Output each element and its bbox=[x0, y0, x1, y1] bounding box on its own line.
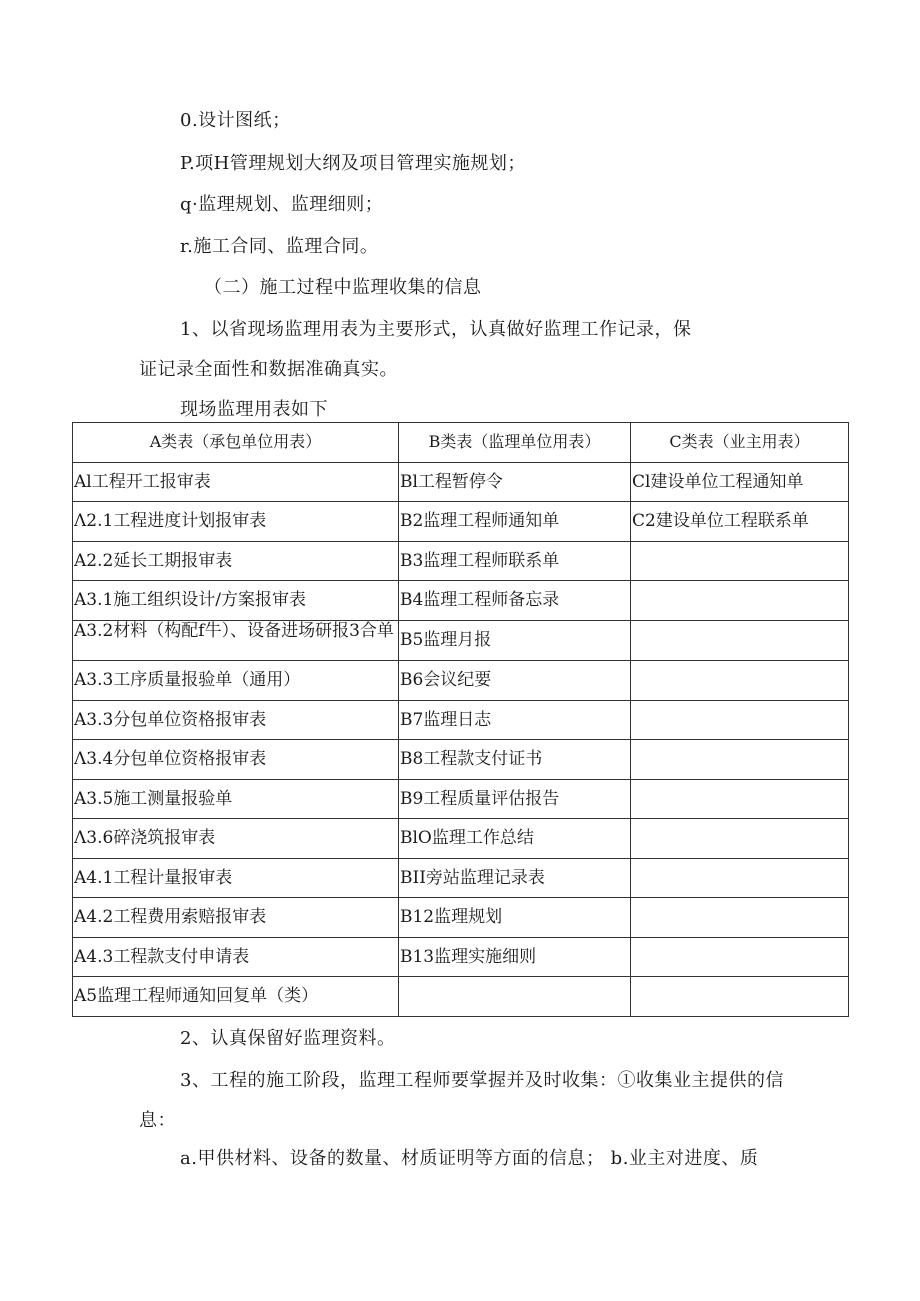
table-row bbox=[73, 858, 849, 898]
table-cell: B9工程质量评估报告 bbox=[399, 779, 631, 819]
table-cell: BII旁站监理记录表 bbox=[399, 858, 631, 898]
table-row bbox=[73, 779, 849, 819]
table-cell bbox=[631, 779, 849, 819]
header-a: A类表（承包单位用表） bbox=[73, 423, 399, 463]
table-cell: C2建设单位工程联系单 bbox=[631, 502, 849, 542]
table-cell: A4.2工程费用索赔报审表 bbox=[73, 898, 399, 938]
table-row bbox=[73, 581, 849, 621]
table-row bbox=[73, 977, 849, 1017]
table-cell: Λ3.6碎浇筑报审表 bbox=[73, 819, 399, 859]
table-cell: B2监理工程师通知单 bbox=[399, 502, 631, 542]
table-cell bbox=[631, 661, 849, 701]
table-row bbox=[73, 740, 849, 780]
table-cell bbox=[631, 977, 849, 1017]
table-cell bbox=[631, 700, 849, 740]
list-item-q: q·监理规划、监理细则； bbox=[180, 194, 384, 215]
paragraph-1-line-1: 1、以省现场监理用表为主要形式，认真做好监理工作记录，保 bbox=[180, 319, 692, 340]
table-cell: B7监理日志 bbox=[399, 700, 631, 740]
section-heading: （二）施工过程中监理收集的信息 bbox=[204, 277, 482, 298]
table-row bbox=[73, 620, 849, 661]
table-cell: Al工程开工报审表 bbox=[73, 462, 399, 502]
table-cell bbox=[631, 898, 849, 938]
paragraph-3-line-2: 息： bbox=[139, 1110, 176, 1131]
table-cell: B3监理工程师联系单 bbox=[399, 541, 631, 581]
table-cell bbox=[631, 937, 849, 977]
table-cell bbox=[631, 541, 849, 581]
list-item-p: P.项H管理规划大纲及项目管理实施规划； bbox=[180, 153, 526, 174]
table-cell: A4.1工程计量报审表 bbox=[73, 858, 399, 898]
table-cell: B12监理规划 bbox=[399, 898, 631, 938]
table-row bbox=[73, 819, 849, 859]
list-item-r: r.施工合同、监理合同。 bbox=[180, 236, 379, 257]
table-row bbox=[73, 502, 849, 542]
table-cell: A4.3工程款支付申请表 bbox=[73, 937, 399, 977]
table-row bbox=[73, 661, 849, 701]
header-b: B类表（监理单位用表） bbox=[399, 423, 631, 463]
table-row bbox=[73, 462, 849, 502]
table-row bbox=[73, 898, 849, 938]
table-cell: A3.5施工测量报验单 bbox=[73, 779, 399, 819]
table-cell: B4监理工程师备忘录 bbox=[399, 581, 631, 621]
table-row bbox=[73, 700, 849, 740]
table-cell bbox=[631, 740, 849, 780]
table-cell: A3.3工序质量报验单（通用） bbox=[73, 661, 399, 701]
paragraph-1-line-2: 证记录全面性和数据准确真实。 bbox=[139, 359, 398, 380]
table-cell: A3.2材料（构配f牛）、设备进场研报3合单 bbox=[73, 620, 399, 661]
table-cell: Cl建设单位工程通知单 bbox=[631, 462, 849, 502]
table-cell: B5监理月报 bbox=[399, 620, 631, 661]
table-header-row bbox=[73, 423, 849, 463]
table-cell: A3.1施工组织设计/方案报审表 bbox=[73, 581, 399, 621]
table-row bbox=[73, 541, 849, 581]
table-cell: A2.2延长工期报审表 bbox=[73, 541, 399, 581]
table-cell: A5监理工程师通知回复单（类） bbox=[73, 977, 399, 1017]
table-row bbox=[73, 937, 849, 977]
forms-table bbox=[72, 422, 849, 1017]
table-cell bbox=[399, 977, 631, 1017]
table-cell: Λ2.1工程进度计划报审表 bbox=[73, 502, 399, 542]
table-cell bbox=[631, 858, 849, 898]
table-cell: Λ3.4分包单位资格报审表 bbox=[73, 740, 399, 780]
paragraph-3-line-1: 3、工程的施工阶段，监理工程师要掌握并及时收集：①收集业主提供的信 bbox=[180, 1070, 784, 1091]
table-cell: BlO监理工作总结 bbox=[399, 819, 631, 859]
table-cell bbox=[631, 620, 849, 661]
header-c: C类表（业主用表） bbox=[631, 423, 849, 463]
table-cell: B8工程款支付证书 bbox=[399, 740, 631, 780]
paragraph-3-line-3: a.甲供材料、设备的数量、材质证明等方面的信息； b.业主对进度、质 bbox=[180, 1148, 759, 1169]
list-item-o: 0.设计图纸； bbox=[180, 110, 291, 131]
table-cell: Bl工程暂停令 bbox=[399, 462, 631, 502]
table-cell: A3.3分包单位资格报审表 bbox=[73, 700, 399, 740]
table-cell bbox=[631, 819, 849, 859]
table-cell: B6会议纪要 bbox=[399, 661, 631, 701]
table-cell: B13监理实施细则 bbox=[399, 937, 631, 977]
table-caption: 现场监理用表如下 bbox=[180, 399, 328, 420]
paragraph-2: 2、认真保留好监理资料。 bbox=[180, 1028, 396, 1049]
table-cell bbox=[631, 581, 849, 621]
